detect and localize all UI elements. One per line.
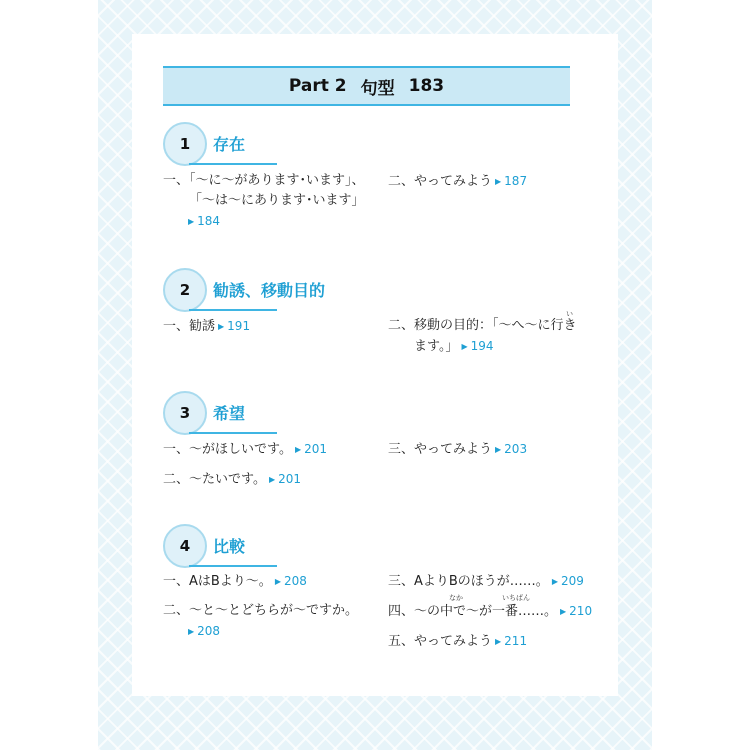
- entry-page: 203: [504, 442, 528, 456]
- section-title: 勧誘、移動目的: [213, 281, 326, 300]
- section-title: 希望: [213, 404, 246, 423]
- section-header: [163, 268, 603, 312]
- entry-text: 一、AはBより～。: [163, 574, 272, 589]
- entry-page: 187: [504, 174, 528, 188]
- section-4: [163, 524, 603, 568]
- triangle-right-icon: ▶: [551, 577, 558, 586]
- section-header: [163, 524, 603, 568]
- entry-text: 二、～と～とどちらが～ですか。: [163, 603, 359, 618]
- furigana: い: [566, 310, 573, 318]
- triangle-right-icon: ▶: [495, 177, 502, 186]
- toc-entry[interactable]: [163, 469, 301, 490]
- section-title: 存在: [213, 135, 246, 154]
- toc-entry[interactable]: [163, 571, 307, 592]
- entry-text: 一、～がほしいです。: [163, 442, 292, 457]
- furigana: いちばん: [502, 594, 530, 602]
- section-number: 2: [163, 268, 207, 312]
- entry-page: 211: [504, 634, 528, 648]
- toc-entry[interactable]: [163, 171, 365, 232]
- triangle-right-icon: ▶: [218, 322, 225, 331]
- entry-page: 194: [470, 339, 494, 353]
- entry-page: 201: [304, 442, 328, 456]
- section-1: [163, 122, 603, 166]
- entry-page: 209: [560, 574, 584, 588]
- part-name: 句型: [360, 78, 395, 99]
- section-underline: [189, 565, 277, 567]
- entry-text: 四、～の中で～が一番……。: [388, 604, 558, 619]
- entry-page: 208: [283, 574, 307, 588]
- section-header: [163, 391, 603, 435]
- triangle-right-icon: ▶: [268, 475, 276, 484]
- triangle-right-icon: ▶: [188, 627, 195, 636]
- triangle-right-icon: ▶: [461, 342, 468, 351]
- section-header: [163, 122, 603, 166]
- triangle-right-icon: ▶: [495, 445, 502, 454]
- entry-text-continued: ます。」: [414, 339, 459, 354]
- toc-entry[interactable]: [388, 594, 593, 622]
- entry-text: 三、AよりBのほうが……。: [388, 574, 549, 589]
- section-underline: [189, 163, 277, 165]
- toc-entry[interactable]: [388, 439, 527, 460]
- part-title-bar: [163, 66, 570, 106]
- toc-entry[interactable]: [163, 439, 327, 460]
- toc-entry[interactable]: [388, 571, 584, 592]
- entry-text: 五、やってみよう: [388, 634, 493, 649]
- entry-page: 208: [197, 624, 221, 638]
- section-underline: [189, 432, 277, 434]
- entry-page: 184: [197, 214, 221, 228]
- entry-text: 一、「～に～があります･います」、: [163, 173, 365, 188]
- section-number: 3: [163, 391, 207, 435]
- section-underline: [189, 309, 277, 311]
- triangle-right-icon: ▶: [560, 607, 567, 616]
- triangle-right-icon: ▶: [294, 445, 302, 454]
- entry-text: 二、移動の目的：「～へ～に行き: [388, 318, 577, 333]
- section-title: 比較: [213, 537, 246, 556]
- furigana: なか: [449, 594, 463, 602]
- toc-entry[interactable]: [388, 171, 527, 192]
- section-number: 4: [163, 524, 207, 568]
- entry-page: 210: [569, 604, 593, 618]
- toc-entry[interactable]: [163, 316, 250, 337]
- entry-page: 201: [278, 472, 302, 486]
- triangle-right-icon: ▶: [274, 577, 281, 586]
- entry-text-continued: 「～は～にあります･います」: [189, 193, 365, 208]
- entry-text: 二、やってみよう: [388, 174, 493, 189]
- section-number: 1: [163, 122, 207, 166]
- part-page: 183: [408, 76, 445, 96]
- entry-page: 191: [227, 319, 251, 333]
- toc-entry[interactable]: [163, 601, 358, 642]
- section-3: [163, 391, 603, 435]
- triangle-right-icon: ▶: [188, 217, 195, 226]
- entry-text: 二、～たいです。: [163, 472, 266, 487]
- section-2: [163, 268, 603, 312]
- entry-text: 一、勧誘: [163, 319, 216, 334]
- entry-text: 三、やってみよう: [388, 442, 493, 457]
- toc-entry[interactable]: [388, 631, 527, 652]
- triangle-right-icon: ▶: [495, 637, 502, 646]
- toc-entry[interactable]: [388, 310, 577, 357]
- part-label: Part 2: [288, 76, 347, 96]
- toc-page: [132, 34, 618, 696]
